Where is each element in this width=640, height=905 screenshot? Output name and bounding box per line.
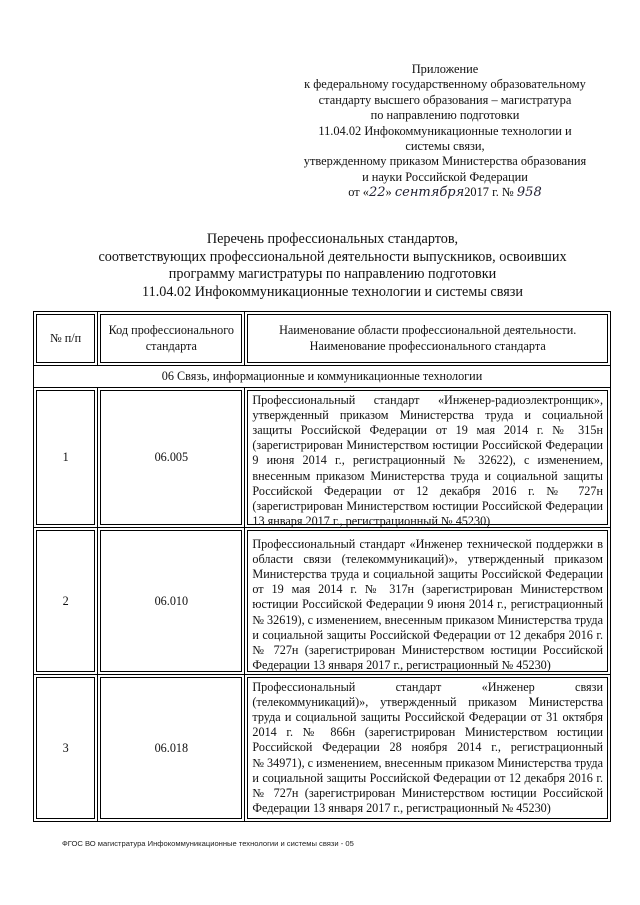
title-line: соответствующих профессиональной деятельности выпускников, освоивших [98,248,567,265]
title-line: программу магистратуры по направлению подготовки [168,266,497,283]
standards-table [33,311,611,822]
row-num: 2 [62,593,69,608]
handwritten-number: 958 [516,185,542,201]
appendix-line: утвержденному приказом Министерства образования [303,154,587,169]
appendix-line: к федеральному государственному образовательному [304,77,586,92]
row-code: 06.010 [154,593,189,608]
header-num: № п/п [34,312,98,366]
row-num: 3 [62,740,69,755]
document-title [60,231,605,301]
title-line: Перечень профессиональных стандартов, [206,231,459,247]
table-row [34,675,611,822]
order-date-line [290,185,600,200]
appendix-line: и науки Российской Федерации [362,169,528,184]
section-title: 06 Связь, информационные и коммуникационные технологии [34,366,611,388]
row-description: Профессиональный стандарт «Инженер-радиоэлектронщик», утвержденный приказом Министерства труда и социальной защиты Российской Федерации от 19 мая 2014 г. № 315н (зарегистрирован Министерством юстиции Российской Федерации 9 июня 2014 г., регистрационный № 32622), с изменением, внесенным приказом Министерства труда и социальной защиты Российской Федерации от 12 декабря 2016 г. № 727н (зарегистрирован Министерством юстиции Российской Федерации 13 января 2017 г., регистрационный № 45230) [247,390,608,525]
title-line: 11.04.02 Инфокоммуникационные технологии и системы связи [142,283,523,300]
appendix-line: 11.04.02 Инфокоммуникационные технологии и [318,123,572,138]
date-prefix: от « [348,185,369,200]
date-mid: » [385,185,392,200]
appendix-line: Приложение [411,62,479,76]
appendix-line: системы связи, [405,139,485,154]
appendix-block [290,62,600,201]
row-code: 06.018 [154,740,189,755]
appendix-line: стандарту высшего образования – магистратура [318,92,572,107]
table-row [34,528,611,675]
header-code: Код профессионального стандарта [98,312,245,366]
header-name: Наименование области профессиональной деятельности. Наименование профессионального стандарта [245,312,611,366]
row-code: 06.005 [154,450,189,465]
handwritten-month: сентября [394,185,465,201]
row-description: Профессиональный стандарт «Инженер технической поддержки в области связи (телекоммуникаций)», утвержденный приказом Министерства труда и социальной защиты Российской Федерации от 19 мая 2014 г. № 317н (зарегистрирован Министерством юстиции Российской Федерации 9 июня 2014 г., регистрационный № 32619), с изменением, внесенным приказом Министерства труда и социальной защиты Российской Федерации от 12 декабря 2016 г. № 727н (зарегистрирован Министерством юстиции Российской Федерации 13 января 2017 г., регистрационный № 45230) [247,530,608,672]
appendix-line: по направлению подготовки [370,108,520,123]
page-footer: ФГОС ВО магистратура Инфокоммуникационные технологии и системы связи - 05 [62,839,354,848]
table-header-row [34,312,611,366]
handwritten-day: 22 [369,185,386,201]
row-description: Профессиональный стандарт «Инженер связи (телекоммуникаций)», утвержденный приказом Министерства труда и социальной защиты Российской Федерации от 31 октября 2014 г. № 866н (зарегистрирован Министерством юстиции Российской Федерации 28 ноября 2014 г., регистрационный № 34971), с изменением, внесенным приказом Министерства труда и социальной защиты Российской Федерации от 12 декабря 2016 г. № 727н (зарегистрирован Министерством юстиции Российской Федерации 13 января 2017 г., регистрационный № 45230) [247,677,608,819]
table-row [34,388,611,528]
row-num: 1 [62,450,69,465]
date-year: 2017 г. № [464,185,514,200]
section-row [34,366,611,388]
